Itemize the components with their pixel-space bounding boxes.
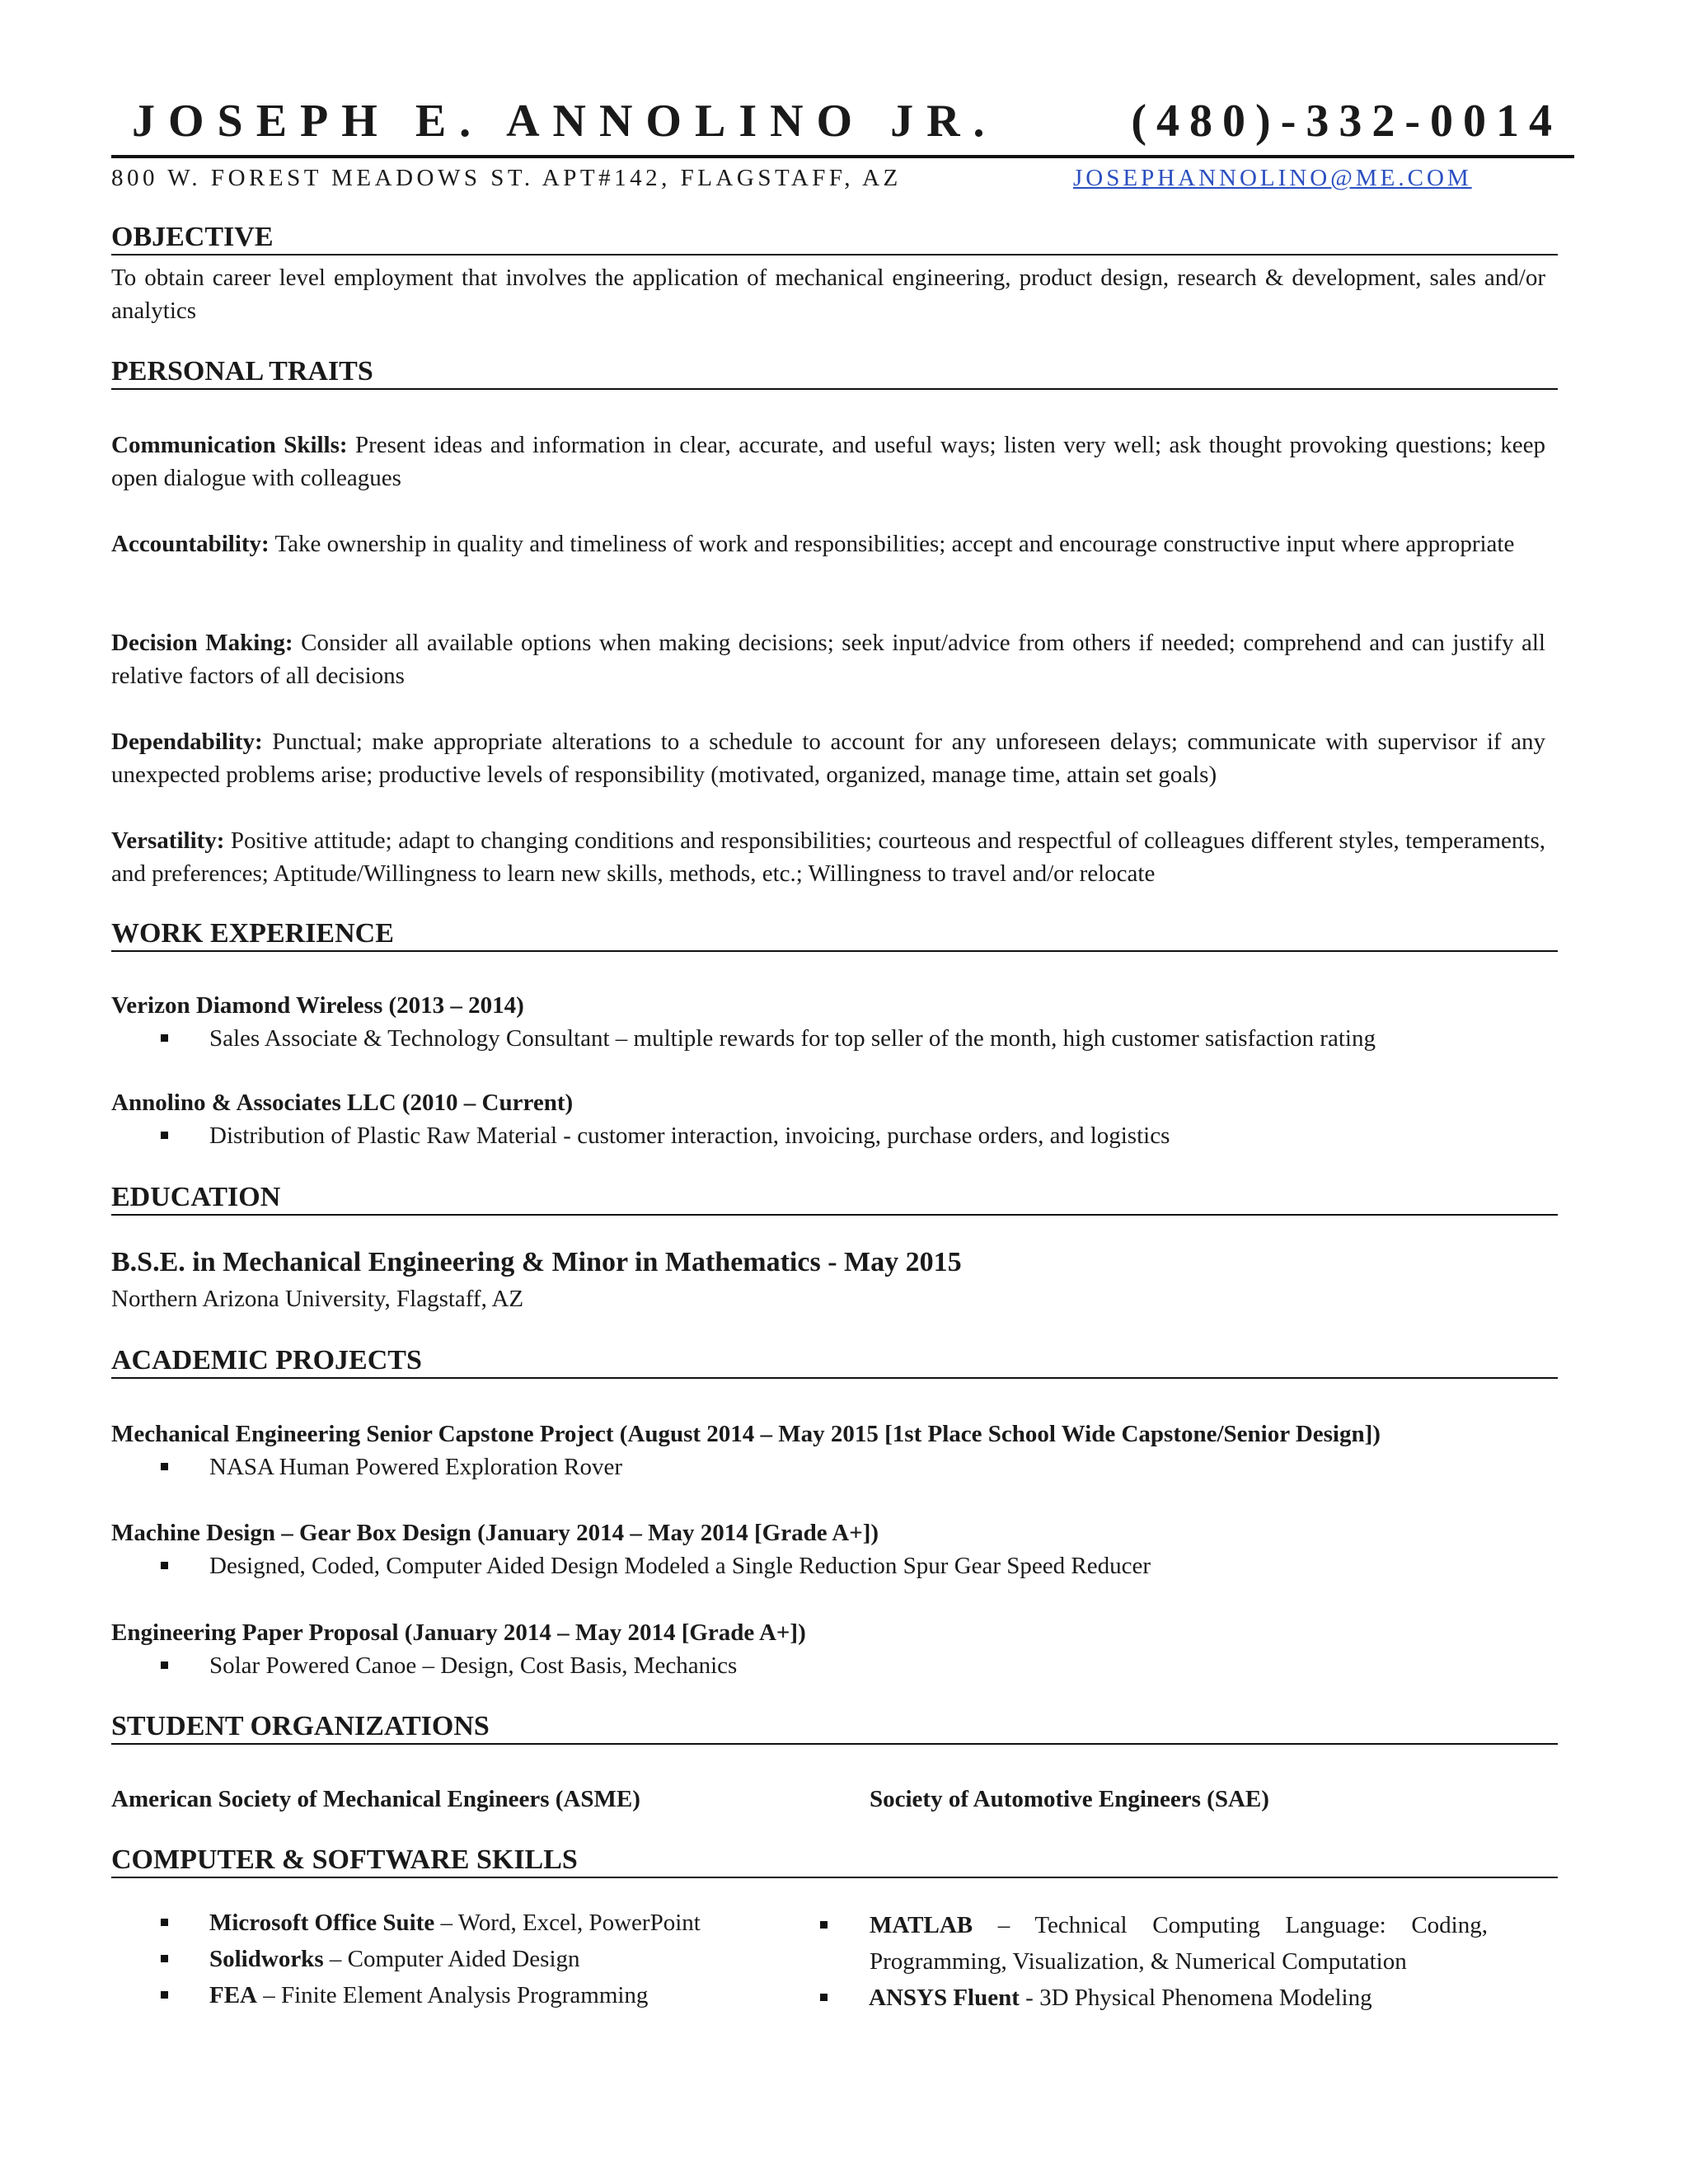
skill-item xyxy=(161,1905,701,1941)
project-title-gearbox: Machine Design – Gear Box Design (January 2014 – May 2014 [Grade A+]) xyxy=(111,1520,879,1546)
bullet-square-icon xyxy=(161,1132,168,1139)
skill-desc: – Technical Computing Language: Coding, Programming, Visualization, & Numerical Computation xyxy=(870,1912,1488,1975)
bullet-square-icon xyxy=(820,1994,828,2001)
job-bullet xyxy=(161,1022,1376,1055)
address: 800 W. FOREST MEADOWS ST. APT#142, FLAGSTAFF, AZ xyxy=(111,165,902,191)
objective-heading: OBJECTIVE xyxy=(111,221,1558,255)
degree: B.S.E. in Mechanical Engineering & Minor in Mathematics - May 2015 xyxy=(111,1247,962,1277)
trait-accountability xyxy=(111,527,1545,560)
trait-text: Present ideas and information in clear, accurate, and useful ways; listen very well; ask thought provoking questions; keep open dialogue with colleagues xyxy=(111,432,1545,491)
trait-dependability xyxy=(111,725,1545,791)
skill-item xyxy=(161,1977,648,2013)
bullet-text: Designed, Coded, Computer Aided Design Modeled a Single Reduction Spur Gear Speed Reducer xyxy=(209,1553,1151,1579)
work-heading: WORK EXPERIENCE xyxy=(111,917,1558,952)
bullet-square-icon xyxy=(161,1919,168,1926)
project-bullet xyxy=(161,1549,1151,1582)
org-sae: Society of Automotive Engineers (SAE) xyxy=(870,1786,1269,1812)
candidate-name: JOSEPH E. ANNOLINO JR. xyxy=(132,96,998,147)
bullet-text: Sales Associate & Technology Consultant – multiple rewards for top seller of the month, high customer satisfaction rating xyxy=(209,1025,1376,1052)
job-title-annolino: Annolino & Associates LLC (2010 – Current) xyxy=(111,1090,574,1116)
skill-name: ANSYS Fluent xyxy=(869,1985,1020,2011)
trait-label: Versatility: xyxy=(111,827,225,854)
organizations-heading: STUDENT ORGANIZATIONS xyxy=(111,1710,1558,1745)
skills-heading: COMPUTER & SOFTWARE SKILLS xyxy=(111,1844,1558,1878)
bullet-square-icon xyxy=(820,1921,828,1929)
job-title-verizon: Verizon Diamond Wireless (2013 – 2014) xyxy=(111,992,524,1019)
email-link[interactable]: JOSEPHANNOLINO@ME.COM xyxy=(1073,165,1472,191)
trait-label: Accountability: xyxy=(111,531,270,557)
education-heading: EDUCATION xyxy=(111,1181,1558,1216)
project-title-paper: Engineering Paper Proposal (January 2014 – May 2014 [Grade A+]) xyxy=(111,1619,806,1646)
skill-desc: – Computer Aided Design xyxy=(323,1946,580,1972)
trait-text: Take ownership in quality and timeliness of work and responsibilities; accept and encourage constructive input where appropriate xyxy=(269,531,1515,557)
skill-item xyxy=(870,1907,1488,1980)
skill-name: Microsoft Office Suite xyxy=(209,1910,435,1936)
bullet-square-icon xyxy=(161,1034,168,1042)
project-title-capstone: Mechanical Engineering Senior Capstone Project (August 2014 – May 2015 [1st Place School Wide Capstone/Senior Design]) xyxy=(111,1421,1381,1447)
objective-text: To obtain career level employment that involves the application of mechanical engineering, product design, research & development, sales and/or analytics xyxy=(111,265,1545,324)
bullet-text: Solar Powered Canoe – Design, Cost Basis, Mechanics xyxy=(209,1652,738,1679)
skill-bullet-marker xyxy=(820,1907,869,1943)
trait-versatility xyxy=(111,824,1545,890)
trait-label: Dependability: xyxy=(111,729,263,755)
header-line xyxy=(111,95,1562,161)
phone-number: (480)-332-0014 xyxy=(1131,96,1562,147)
school: Northern Arizona University, Flagstaff, AZ xyxy=(111,1286,524,1312)
bullet-square-icon xyxy=(161,1991,168,1999)
traits-heading: PERSONAL TRAITS xyxy=(111,355,1558,390)
trait-communication xyxy=(111,429,1545,494)
bullet-square-icon xyxy=(161,1562,168,1569)
skill-name: MATLAB xyxy=(870,1912,973,1938)
skill-desc: - 3D Physical Phenomena Modeling xyxy=(1019,1985,1372,2011)
trait-text: Positive attitude; adapt to changing conditions and responsibilities; courteous and respectful of colleagues different styles, temperaments, and preferences; Aptitude/Willingness to learn new skills, methods, etc.; Willingness to travel and/or relocate xyxy=(111,827,1545,887)
bullet-text: NASA Human Powered Exploration Rover xyxy=(209,1454,622,1480)
bullet-square-icon xyxy=(161,1463,168,1470)
trait-decision-making xyxy=(111,626,1545,692)
header-rule xyxy=(111,155,1574,158)
trait-text: Consider all available options when making decisions; seek input/advice from others if needed; comprehend and can justify all relative factors of all decisions xyxy=(111,630,1545,689)
job-bullet xyxy=(161,1119,1170,1152)
skill-name: Solidworks xyxy=(209,1946,324,1972)
trait-text: Punctual; make appropriate alterations to a schedule to account for any unforeseen delays; communicate with supervisor if any unexpected problems arise; productive levels of responsibility (motivated, organized, manage time, attain set goals) xyxy=(111,729,1545,788)
skill-desc: – Finite Element Analysis Programming xyxy=(257,1982,649,2008)
bullet-square-icon xyxy=(161,1955,168,1962)
trait-label: Communication Skills: xyxy=(111,432,348,458)
trait-label: Decision Making: xyxy=(111,630,293,656)
org-asme: American Society of Mechanical Engineers (ASME) xyxy=(111,1786,640,1812)
skill-name: FEA xyxy=(209,1982,257,2008)
bullet-text: Distribution of Plastic Raw Material - customer interaction, invoicing, purchase orders, and logistics xyxy=(209,1122,1170,1149)
skill-item xyxy=(161,1941,580,1977)
skill-desc: – Word, Excel, PowerPoint xyxy=(434,1910,701,1936)
project-bullet xyxy=(161,1649,737,1682)
skill-item xyxy=(820,1980,1372,2016)
bullet-square-icon xyxy=(161,1661,168,1669)
project-bullet xyxy=(161,1451,622,1483)
projects-heading: ACADEMIC PROJECTS xyxy=(111,1344,1558,1379)
